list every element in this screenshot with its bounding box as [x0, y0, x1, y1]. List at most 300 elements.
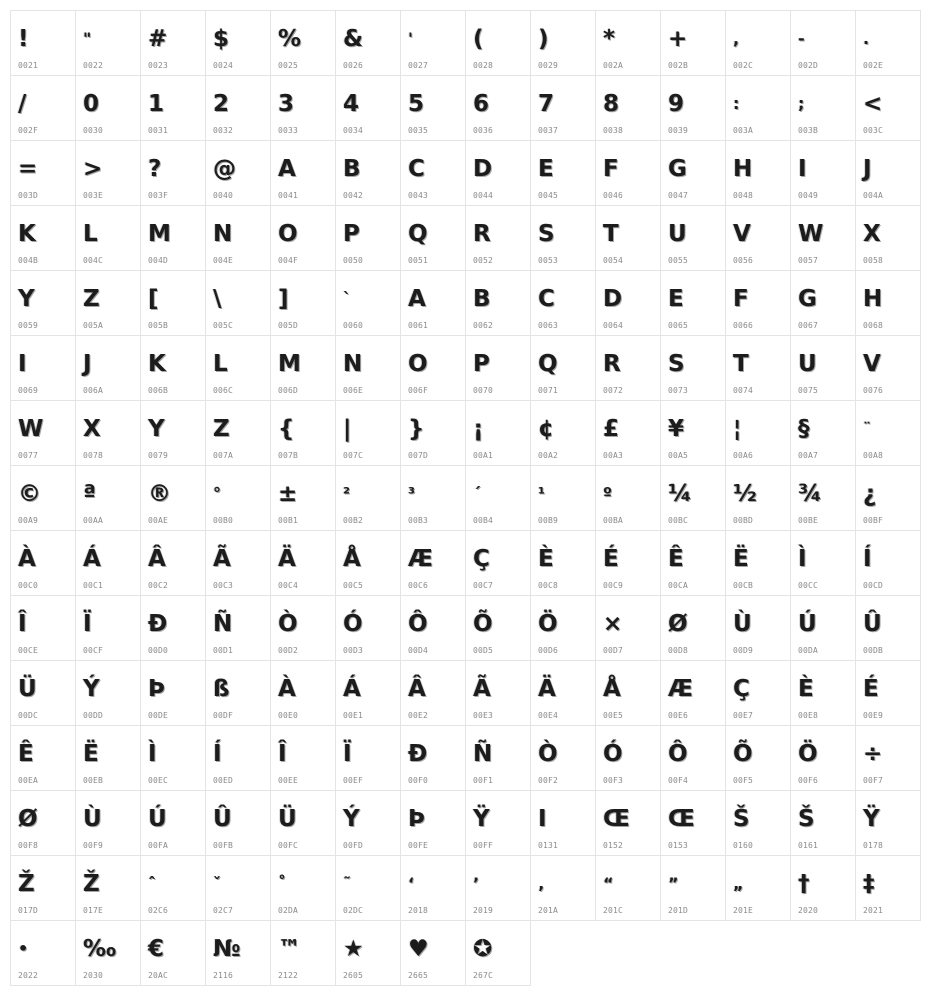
glyph-character: N: [213, 221, 233, 247]
glyph-codepoint: 00BD: [733, 516, 754, 525]
glyph-cell-004f: [271, 206, 336, 271]
glyph-codepoint: 00F7: [863, 776, 884, 785]
glyph-character: ‰: [83, 936, 117, 962]
glyph-character: ÷: [863, 741, 883, 767]
glyph-character: .: [863, 29, 870, 48]
glyph-codepoint: 0077: [18, 451, 39, 460]
glyph-cell-0041: [271, 141, 336, 206]
glyph-codepoint: 00A5: [668, 451, 689, 460]
glyph-character: Ê: [668, 546, 684, 572]
glyph-codepoint: 0072: [603, 386, 624, 395]
glyph-cell-0048: [726, 141, 791, 206]
glyph-cell-00ca: [661, 531, 726, 596]
glyph-codepoint: 0075: [798, 386, 819, 395]
glyph-cell-0065: [661, 271, 726, 336]
glyph-cell-003d: [11, 141, 76, 206]
glyph-cell-0024: [206, 11, 271, 76]
glyph-cell-00c8: [531, 531, 596, 596]
glyph-codepoint: 2605: [343, 971, 364, 980]
glyph-codepoint: 00DF: [213, 711, 234, 720]
glyph-cell-00d3: [336, 596, 401, 661]
glyph-codepoint: 0040: [213, 191, 234, 200]
glyph-character: „: [733, 874, 744, 893]
glyph-cell-007d: [401, 401, 466, 466]
glyph-codepoint: 00FF: [473, 841, 494, 850]
glyph-character: ?: [148, 156, 162, 182]
glyph-codepoint: 0071: [538, 386, 559, 395]
glyph-codepoint: 00F6: [798, 776, 819, 785]
glyph-cell-00dd: [76, 661, 141, 726]
glyph-character: E: [668, 286, 684, 312]
glyph-cell-00da: [791, 596, 856, 661]
glyph-cell-00f0: [401, 726, 466, 791]
glyph-character: 2: [213, 91, 230, 117]
glyph-character: Ž: [83, 871, 100, 897]
glyph-character: F: [733, 286, 749, 312]
glyph-cell-2665: [401, 921, 466, 986]
glyph-codepoint: 007C: [343, 451, 364, 460]
glyph-cell-00c9: [596, 531, 661, 596]
glyph-character: H: [733, 156, 753, 182]
glyph-character: §: [798, 416, 810, 442]
glyph-codepoint: 00A3: [603, 451, 624, 460]
glyph-codepoint: 201C: [603, 906, 624, 915]
glyph-codepoint: 00B4: [473, 516, 494, 525]
glyph-codepoint: 00DB: [863, 646, 884, 655]
glyph-cell-0054: [596, 206, 661, 271]
glyph-cell-00ff: [466, 791, 531, 856]
glyph-character: T: [733, 351, 749, 377]
glyph-character: Û: [863, 611, 882, 637]
glyph-codepoint: 00C1: [83, 581, 104, 590]
glyph-character: !: [18, 26, 29, 52]
glyph-character: Ü: [278, 806, 297, 832]
glyph-codepoint: 0160: [733, 841, 754, 850]
glyph-codepoint: 0043: [408, 191, 429, 200]
glyph-character: R: [473, 221, 491, 247]
glyph-character: ¿: [863, 481, 877, 507]
glyph-codepoint: 00BC: [668, 516, 689, 525]
glyph-cell-2030: [76, 921, 141, 986]
glyph-character: Í: [213, 741, 222, 767]
glyph-character: B: [473, 286, 491, 312]
glyph-codepoint: 00BA: [603, 516, 624, 525]
glyph-character: Ñ: [473, 741, 493, 767]
glyph-codepoint: 00E4: [538, 711, 559, 720]
glyph-codepoint: 00DE: [148, 711, 169, 720]
glyph-character: °: [213, 484, 221, 503]
glyph-character: ™: [278, 936, 301, 962]
glyph-codepoint: 0032: [213, 126, 234, 135]
glyph-cell-004b: [11, 206, 76, 271]
glyph-cell-0056: [726, 206, 791, 271]
glyph-codepoint: 0031: [148, 126, 169, 135]
glyph-cell-0027: [401, 11, 466, 76]
glyph-cell-00e6: [661, 661, 726, 726]
glyph-cell-002a: [596, 11, 661, 76]
glyph-cell-00e3: [466, 661, 531, 726]
glyph-codepoint: 007B: [278, 451, 299, 460]
glyph-character: Ü: [18, 676, 37, 702]
glyph-cell-002c: [726, 11, 791, 76]
glyph-codepoint: 0063: [538, 321, 559, 330]
glyph-character: Á: [343, 676, 361, 702]
glyph-codepoint: 0044: [473, 191, 494, 200]
glyph-character: ’: [473, 874, 480, 893]
glyph-codepoint: 00DD: [83, 711, 104, 720]
glyph-codepoint: 002C: [733, 61, 754, 70]
glyph-character: [: [148, 286, 159, 312]
glyph-cell-006f: [401, 336, 466, 401]
glyph-cell-0152: [596, 791, 661, 856]
glyph-codepoint: 00F5: [733, 776, 754, 785]
glyph-codepoint: 00CC: [798, 581, 819, 590]
glyph-cell-0037: [531, 76, 596, 141]
glyph-cell-00aa: [76, 466, 141, 531]
glyph-codepoint: 0178: [863, 841, 884, 850]
glyph-codepoint: 006E: [343, 386, 364, 395]
glyph-codepoint: 006D: [278, 386, 299, 395]
glyph-cell-00d6: [531, 596, 596, 661]
glyph-character: ‚: [538, 874, 545, 893]
glyph-codepoint: 005A: [83, 321, 104, 330]
glyph-codepoint: 2018: [408, 906, 429, 915]
glyph-character: È: [538, 546, 554, 572]
glyph-cell-00c2: [141, 531, 206, 596]
glyph-codepoint: 00FC: [278, 841, 299, 850]
glyph-codepoint: 003E: [83, 191, 104, 200]
glyph-cell-2018: [401, 856, 466, 921]
glyph-character: ¦: [733, 416, 742, 442]
glyph-cell-00cc: [791, 531, 856, 596]
glyph-codepoint: 00FD: [343, 841, 364, 850]
glyph-character: ‘: [408, 874, 415, 893]
glyph-codepoint: 00B1: [278, 516, 299, 525]
glyph-character: M: [148, 221, 171, 247]
glyph-character: J: [83, 351, 92, 377]
glyph-cell-00ae: [141, 466, 206, 531]
glyph-cell-0030: [76, 76, 141, 141]
glyph-cell-0061: [401, 271, 466, 336]
glyph-codepoint: 00F9: [83, 841, 104, 850]
glyph-character: ®: [148, 481, 171, 507]
glyph-cell-00b9: [531, 466, 596, 531]
glyph-codepoint: 0066: [733, 321, 754, 330]
glyph-codepoint: 00FE: [408, 841, 429, 850]
glyph-cell-002f: [11, 76, 76, 141]
glyph-character: Ÿ: [473, 806, 490, 832]
glyph-character: •: [18, 939, 29, 958]
glyph-codepoint: 0056: [733, 256, 754, 265]
glyph-codepoint: 00C5: [343, 581, 364, 590]
glyph-cell-00dc: [11, 661, 76, 726]
glyph-codepoint: 00E2: [408, 711, 429, 720]
glyph-character: M: [278, 351, 301, 377]
glyph-cell-201a: [531, 856, 596, 921]
glyph-character: Þ: [148, 676, 165, 702]
glyph-cell-0036: [466, 76, 531, 141]
glyph-cell-0046: [596, 141, 661, 206]
glyph-character: I: [798, 156, 807, 182]
glyph-cell-00e1: [336, 661, 401, 726]
glyph-character: Ö: [798, 741, 818, 767]
glyph-codepoint: 0161: [798, 841, 819, 850]
glyph-cell-0031: [141, 76, 206, 141]
glyph-character: Ë: [83, 741, 99, 767]
glyph-character: P: [343, 221, 360, 247]
glyph-cell-00c7: [466, 531, 531, 596]
glyph-character: `: [343, 289, 351, 308]
glyph-codepoint: 004D: [148, 256, 169, 265]
glyph-codepoint: 00C0: [18, 581, 39, 590]
glyph-character: Ø: [668, 611, 688, 637]
glyph-character: À: [278, 676, 296, 702]
glyph-cell-005c: [206, 271, 271, 336]
glyph-cell-0161: [791, 791, 856, 856]
glyph-codepoint: 2019: [473, 906, 494, 915]
glyph-codepoint: 0057: [798, 256, 819, 265]
glyph-cell-00e4: [531, 661, 596, 726]
glyph-character: €: [148, 936, 165, 962]
glyph-cell-00a7: [791, 401, 856, 466]
glyph-character: :: [733, 94, 740, 113]
glyph-character: Â: [408, 676, 426, 702]
glyph-codepoint: 00E1: [343, 711, 364, 720]
glyph-codepoint: 267C: [473, 971, 494, 980]
glyph-cell-0033: [271, 76, 336, 141]
glyph-cell-0044: [466, 141, 531, 206]
glyph-character: H: [863, 286, 883, 312]
glyph-character: Ý: [83, 676, 100, 702]
glyph-codepoint: 00F0: [408, 776, 429, 785]
glyph-cell-0074: [726, 336, 791, 401]
glyph-character: Ñ: [213, 611, 233, 637]
glyph-cell-00c0: [11, 531, 76, 596]
glyph-character: ¥: [668, 416, 685, 442]
glyph-character: A: [278, 156, 296, 182]
glyph-character: ¾: [798, 481, 822, 507]
glyph-cell-00c3: [206, 531, 271, 596]
glyph-character: Y: [18, 286, 35, 312]
glyph-character: Q: [408, 221, 428, 247]
glyph-codepoint: 0064: [603, 321, 624, 330]
glyph-codepoint: 02C7: [213, 906, 234, 915]
glyph-cell-0029: [531, 11, 596, 76]
glyph-cell-00c5: [336, 531, 401, 596]
glyph-codepoint: 004C: [83, 256, 104, 265]
glyph-character: Œ: [603, 806, 630, 832]
glyph-character: 9: [668, 91, 685, 117]
glyph-cell-0055: [661, 206, 726, 271]
glyph-cell-00fb: [206, 791, 271, 856]
glyph-codepoint: 0048: [733, 191, 754, 200]
glyph-codepoint: 00D1: [213, 646, 234, 655]
glyph-character: O: [278, 221, 298, 247]
glyph-character: T: [603, 221, 619, 247]
glyph-cell-00ed: [206, 726, 271, 791]
glyph-character: \: [213, 286, 222, 312]
glyph-cell-0160: [726, 791, 791, 856]
glyph-codepoint: 2122: [278, 971, 299, 980]
glyph-codepoint: 006C: [213, 386, 234, 395]
glyph-codepoint: 0073: [668, 386, 689, 395]
glyph-character: C: [538, 286, 555, 312]
glyph-character: Ï: [83, 611, 92, 637]
glyph-codepoint: 0050: [343, 256, 364, 265]
glyph-cell-00ec: [141, 726, 206, 791]
glyph-cell-2020: [791, 856, 856, 921]
glyph-codepoint: 0023: [148, 61, 169, 70]
glyph-codepoint: 0030: [83, 126, 104, 135]
glyph-codepoint: 00FB: [213, 841, 234, 850]
glyph-codepoint: 0036: [473, 126, 494, 135]
glyph-codepoint: 00E9: [863, 711, 884, 720]
glyph-character: ¹: [538, 484, 546, 503]
glyph-codepoint: 00F3: [603, 776, 624, 785]
glyph-cell-267c: [466, 921, 531, 986]
glyph-codepoint: 0042: [343, 191, 364, 200]
glyph-codepoint: 0033: [278, 126, 299, 135]
glyph-character: £: [603, 416, 620, 442]
glyph-character: W: [798, 221, 824, 247]
glyph-codepoint: 00FA: [148, 841, 169, 850]
glyph-character: Z: [83, 286, 100, 312]
glyph-codepoint: 00EB: [83, 776, 104, 785]
glyph-character: 3: [278, 91, 295, 117]
glyph-cell-00d8: [661, 596, 726, 661]
glyph-character: Î: [278, 741, 287, 767]
glyph-character: ˆ: [148, 874, 156, 893]
glyph-character: S: [538, 221, 555, 247]
glyph-character: ¼: [668, 481, 692, 507]
glyph-character: N: [343, 351, 363, 377]
glyph-cell-0068: [856, 271, 921, 336]
glyph-character: Š: [798, 806, 815, 832]
glyph-character: I: [538, 806, 547, 832]
glyph-character: P: [473, 351, 490, 377]
glyph-cell-0042: [336, 141, 401, 206]
glyph-character: Ô: [668, 741, 688, 767]
glyph-codepoint: 0047: [668, 191, 689, 200]
glyph-character: ,: [733, 29, 740, 48]
glyph-cell-201d: [661, 856, 726, 921]
glyph-character: 8: [603, 91, 620, 117]
glyph-cell-006a: [76, 336, 141, 401]
glyph-cell-02c6: [141, 856, 206, 921]
glyph-cell-2116: [206, 921, 271, 986]
glyph-character: À: [18, 546, 36, 572]
glyph-codepoint: 00C6: [408, 581, 429, 590]
glyph-cell-003c: [856, 76, 921, 141]
glyph-character: №: [213, 936, 241, 962]
glyph-character: ": [83, 29, 92, 48]
glyph-codepoint: 005D: [278, 321, 299, 330]
glyph-character: F: [603, 156, 619, 182]
glyph-cell-00be: [791, 466, 856, 531]
glyph-cell-00bf: [856, 466, 921, 531]
glyph-cell-003b: [791, 76, 856, 141]
glyph-codepoint: 2030: [83, 971, 104, 980]
glyph-cell-006d: [271, 336, 336, 401]
glyph-codepoint: 2665: [408, 971, 429, 980]
glyph-grid: [10, 10, 921, 986]
glyph-codepoint: 0060: [343, 321, 364, 330]
glyph-codepoint: 0029: [538, 61, 559, 70]
glyph-cell-0053: [531, 206, 596, 271]
glyph-codepoint: 00F8: [18, 841, 39, 850]
glyph-character: G: [668, 156, 687, 182]
glyph-cell-00d1: [206, 596, 271, 661]
glyph-codepoint: 00EC: [148, 776, 169, 785]
glyph-cell-00d9: [726, 596, 791, 661]
glyph-codepoint: 0079: [148, 451, 169, 460]
glyph-cell-0057: [791, 206, 856, 271]
glyph-codepoint: 003F: [148, 191, 169, 200]
glyph-codepoint: 0027: [408, 61, 429, 70]
glyph-character: -: [798, 29, 805, 48]
glyph-character: C: [408, 156, 425, 182]
glyph-character: Ì: [148, 741, 157, 767]
glyph-cell-00a3: [596, 401, 661, 466]
glyph-cell-00ba: [596, 466, 661, 531]
glyph-character: Ÿ: [863, 806, 880, 832]
glyph-codepoint: 0038: [603, 126, 624, 135]
glyph-character: ˚: [278, 874, 286, 893]
glyph-cell-00e7: [726, 661, 791, 726]
glyph-codepoint: 0028: [473, 61, 494, 70]
glyph-character: Î: [18, 611, 27, 637]
glyph-cell-00e8: [791, 661, 856, 726]
glyph-codepoint: 003D: [18, 191, 39, 200]
glyph-character: X: [863, 221, 881, 247]
glyph-codepoint: 00E6: [668, 711, 689, 720]
glyph-character: 7: [538, 91, 555, 117]
glyph-cell-0026: [336, 11, 401, 76]
glyph-character: U: [668, 221, 687, 247]
glyph-cell-20ac: [141, 921, 206, 986]
glyph-cell-0153: [661, 791, 726, 856]
glyph-codepoint: 00BF: [863, 516, 884, 525]
glyph-character: Á: [83, 546, 101, 572]
glyph-codepoint: 00CA: [668, 581, 689, 590]
glyph-cell-0069: [11, 336, 76, 401]
glyph-character: |: [343, 416, 352, 442]
glyph-character: L: [83, 221, 98, 247]
glyph-character: ½: [733, 481, 757, 507]
glyph-cell-004a: [856, 141, 921, 206]
glyph-cell-00fa: [141, 791, 206, 856]
glyph-character: Ô: [408, 611, 428, 637]
glyph-cell-005b: [141, 271, 206, 336]
glyph-cell-0043: [401, 141, 466, 206]
glyph-codepoint: 00DA: [798, 646, 819, 655]
glyph-character: †: [798, 871, 810, 897]
glyph-cell-00b0: [206, 466, 271, 531]
glyph-cell-00de: [141, 661, 206, 726]
glyph-codepoint: 007D: [408, 451, 429, 460]
glyph-codepoint: 0026: [343, 61, 364, 70]
glyph-cell-00ef: [336, 726, 401, 791]
glyph-codepoint: 0152: [603, 841, 624, 850]
glyph-character: <: [863, 91, 883, 117]
glyph-cell-0062: [466, 271, 531, 336]
glyph-codepoint: 0025: [278, 61, 299, 70]
glyph-codepoint: 00A2: [538, 451, 559, 460]
glyph-character: Ò: [278, 611, 298, 637]
glyph-character: ²: [343, 484, 351, 503]
glyph-cell-0063: [531, 271, 596, 336]
glyph-codepoint: 0051: [408, 256, 429, 265]
